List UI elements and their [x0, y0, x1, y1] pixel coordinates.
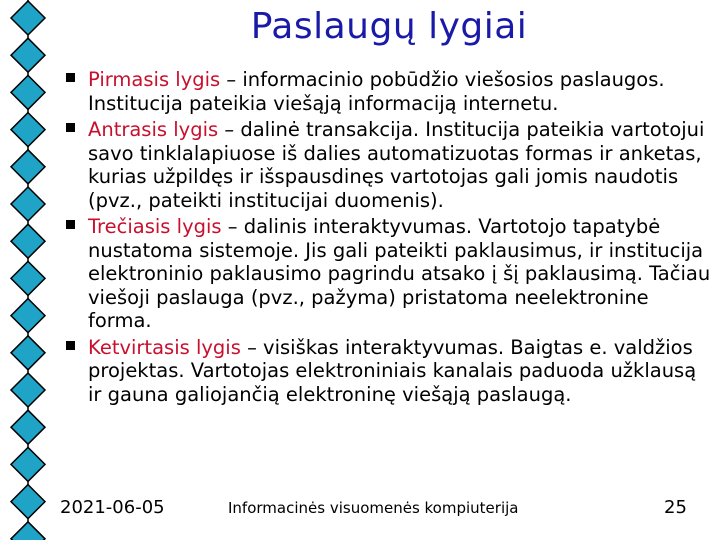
level-description: – dalinė transakcija. Institucija pateikia vartotojui savo tinklalapiuose iš dalies automatizuotas formas ir anketas, kurias užpildęs ir išspausdinęs vartotojas gali jomis naudotis (pvz., pateikti institucijai duomenis). [88, 118, 705, 212]
level-label: Pirmasis lygis [88, 68, 221, 91]
level-label: Ketvirtasis lygis [88, 335, 241, 359]
diamond-border-decoration [0, 0, 58, 540]
page-number: 25 [664, 497, 687, 518]
diamond-icon [11, 224, 45, 258]
diamond-icon [11, 113, 45, 147]
diamond-icon [11, 1, 45, 35]
level-description: – informacinio pobūdžio viešosios paslaugos. Institucija pateikia viešąją informaciją internetu. [88, 68, 665, 115]
diamond-icon [11, 150, 45, 184]
diamond-icon [11, 373, 45, 407]
footer-title: Informacinės visuomenės kompiuterija [228, 499, 519, 517]
checkbox-bullet-icon [66, 220, 78, 232]
bullet-item-level-1 [62, 68, 712, 115]
slide-footer [0, 497, 720, 521]
checkbox-bullet-icon [66, 341, 78, 353]
diamond-icon [11, 187, 45, 221]
slide-title: Paslaugų lygiai [250, 6, 528, 47]
diamond-icon [11, 261, 45, 295]
bullet-item-level-2 [62, 118, 712, 212]
diamond-icon [11, 410, 45, 444]
diamond-icon [11, 299, 45, 333]
checkbox-bullet-icon [66, 73, 78, 85]
bullet-list [62, 68, 712, 406]
diamond-icon [11, 75, 45, 109]
checkbox-bullet-icon [66, 123, 78, 135]
level-description: – visiškas interaktyvumas. Baigtas e. valdžios projektas. Vartotojas elektroniniais kanalais paduoda užklausą ir gauna galiojančią elektroninę viešąją paslaugą. [88, 335, 697, 406]
footer-date: 2021-06-05 [60, 497, 165, 518]
diamond-icon [11, 522, 45, 540]
bullet-item-level-3 [62, 215, 712, 333]
level-description: – dalinis interaktyvumas. Vartotojo tapatybė nustatoma sistemoje. Jis gali pateikti paklausimus, ir institucija elektroninio paklausimo pagrindu atsako į šį paklausimą. Tačiau viešoji paslauga (pvz., pažyma) pristatoma neelektronine forma. [88, 215, 711, 332]
level-label: Antrasis lygis [88, 118, 219, 141]
diamond-icon [11, 336, 45, 370]
bullet-item-level-4 [62, 336, 712, 407]
diamond-icon [11, 447, 45, 481]
diamond-icon [11, 38, 45, 72]
level-label: Trečiasis lygis [88, 215, 222, 238]
